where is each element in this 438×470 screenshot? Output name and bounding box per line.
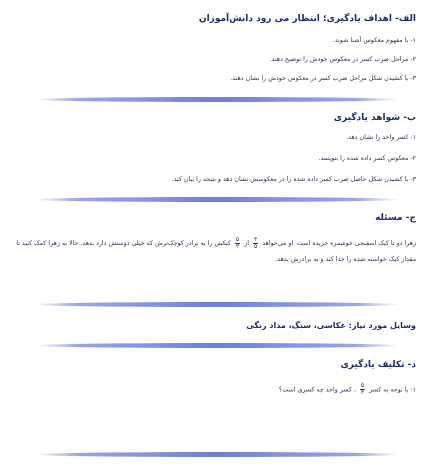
section-b-heading: ب- شواهد یادگیری (333, 113, 416, 123)
paragraph-text-1: زهرا دو تا کیک اسفنجی خوشمزه خریده است. او می‌خواهد (262, 240, 416, 247)
paragraph-text-2: از (244, 240, 249, 247)
tools-line: وسایل مورد نیاز: عکاسی، سنگ، مداد رنگی (246, 321, 416, 330)
section-a-heading: الف- اهداف یادگیری؛ انتظار می رود دانش‌آموزان (198, 14, 416, 24)
divider (34, 97, 400, 102)
section-c-paragraph (16, 236, 416, 268)
section-a-item-1: ۱- با مفهوم معکوس آشنا شوند. (332, 37, 416, 44)
section-b-item-3: ۳- با کشیدن شکل حاصل ضرب کسر داده شده را در معکوسش نشان دهد و نتیجه را بیان کند. (171, 176, 416, 183)
section-b-item-2: ۲- معکوس کسر داده شده را بنویسد. (318, 155, 416, 162)
question-text-2: ، کسر واحد چه کسری است؟ (278, 386, 356, 394)
divider (34, 197, 400, 202)
fraction-five-thirds: $\frac{۵}{۳}$ (235, 235, 240, 250)
fraction-five-thirds: $\frac{۵}{۳}$ (360, 382, 365, 396)
section-a-item-3: ۳- با کشیدن شکل مراحل ضرب کسر در معکوس خودش را نشان دهند. (230, 75, 416, 82)
divider (34, 302, 400, 307)
fraction-three-fifths: $\frac{۳}{۵}$ (253, 235, 258, 250)
section-b-item-1: ۱- کسر واحد را نشان دهد. (346, 134, 416, 141)
section-d-heading: د- تکلیف یادگیری (340, 360, 416, 370)
section-a-item-2: ۲- مراحل ضرب کسر در معکوس خودش را توضیح دهند. (269, 56, 416, 63)
divider (34, 452, 400, 457)
paragraph-text-3: کیکش را به برادر کوچک‌ترش که خیلی دوستش دارد بدهد. حالا به زهرا کمک کنید تا مقدار کیک خواسته شده را جدا کند و به برادرش بدهد. (16, 240, 416, 263)
question-text-1: ۱- با توجه به کسر (369, 386, 416, 394)
section-d-question (279, 383, 416, 396)
section-c-heading: ج- مسئله (375, 213, 416, 223)
divider (34, 343, 400, 348)
